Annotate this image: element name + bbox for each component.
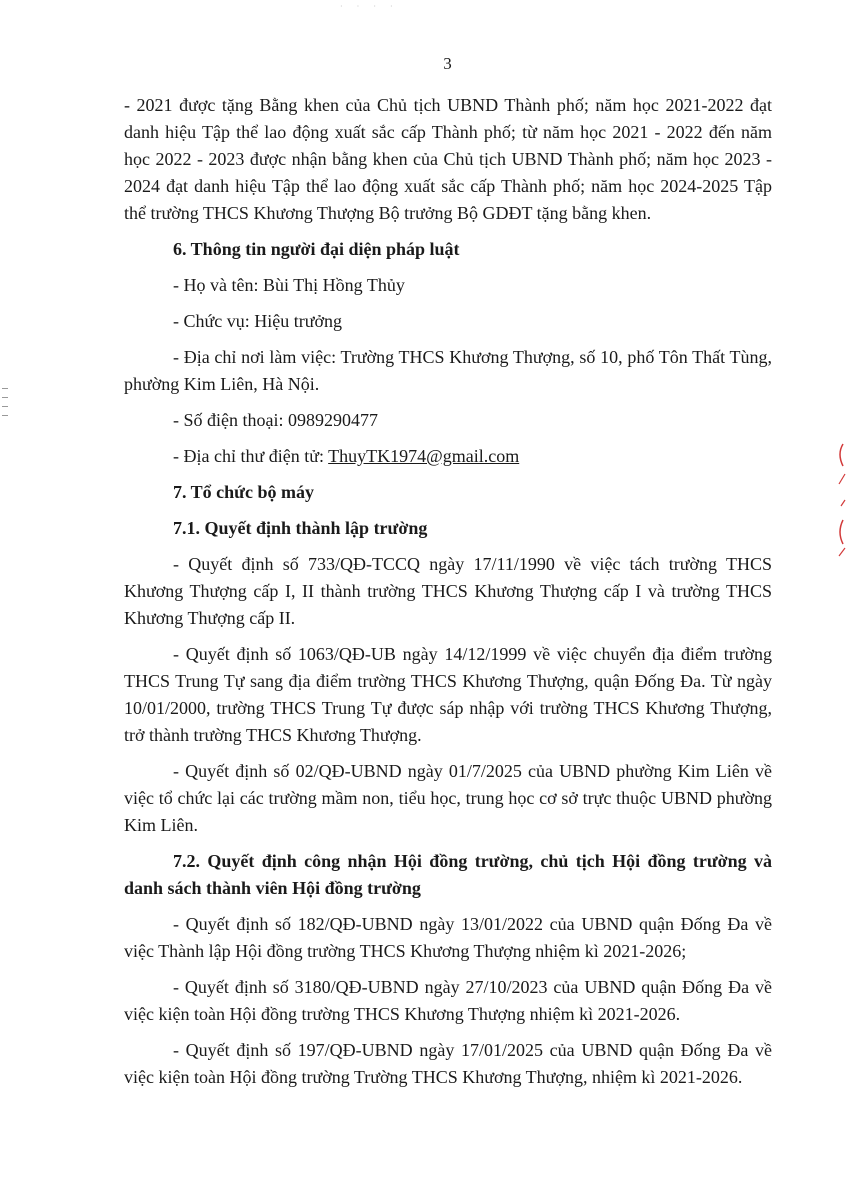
email-label: - Địa chỉ thư điện tử: bbox=[173, 446, 329, 466]
scan-artifact: · · · · bbox=[340, 2, 399, 11]
representative-email-line bbox=[124, 443, 772, 470]
heading-legal-representative: 6. Thông tin người đại diện pháp luật bbox=[173, 239, 460, 259]
page-number: 3 bbox=[443, 54, 452, 73]
document-body bbox=[124, 92, 772, 1100]
scan-margin-marks bbox=[2, 380, 10, 460]
email-link[interactable]: ThuyTK1974@gmail.com bbox=[328, 446, 520, 466]
decision-182: - Quyết định số 182/QĐ-UBND ngày 13/01/2022 của UBND quận Đống Đa về việc Thành lập Hội đồng trường THCS Khương Thượng nhiệm kì 2021-2026; bbox=[124, 914, 772, 961]
heading-organization: 7. Tổ chức bộ máy bbox=[173, 482, 314, 502]
representative-name: - Họ và tên: Bùi Thị Hồng Thủy bbox=[173, 275, 405, 295]
decision-3180: - Quyết định số 3180/QĐ-UBND ngày 27/10/2023 của UBND quận Đống Đa về việc kiện toàn Hội đồng trường THCS Khương Thượng nhiệm kì 2021-2026. bbox=[124, 977, 772, 1024]
representative-position: - Chức vụ: Hiệu trưởng bbox=[173, 311, 343, 331]
stamp-edge-decoration bbox=[833, 440, 847, 560]
heading-founding-decision: 7.1. Quyết định thành lập trường bbox=[173, 518, 428, 538]
decision-197: - Quyết định số 197/QĐ-UBND ngày 17/01/2025 của UBND quận Đống Đa về việc kiện toàn Hội đồng trường Trường THCS Khương Thượng, nhiệm kì 2021-2026. bbox=[124, 1040, 772, 1087]
decision-1063: - Quyết định số 1063/QĐ-UB ngày 14/12/1999 về việc chuyển địa điểm trường THCS Trung Tự sang địa điểm trường THCS Khương Thượng, quận Đống Đa. Từ ngày 10/01/2000, trường THCS Trung Tự được sáp nhập với trường THCS Khương Thượng, trở thành trường THCS Khương Thượng. bbox=[124, 644, 772, 745]
decision-733: - Quyết định số 733/QĐ-TCCQ ngày 17/11/1990 về việc tách trường THCS Khương Thượng cấp I, II thành trường THCS Khương Thượng cấp I và trường THCS Khương Thượng cấp II. bbox=[124, 554, 772, 628]
representative-phone: - Số điện thoại: 0989290477 bbox=[173, 410, 378, 430]
representative-address: - Địa chỉ nơi làm việc: Trường THCS Khương Thượng, số 10, phố Tôn Thất Tùng, phường Kim Liên, Hà Nội. bbox=[124, 347, 772, 394]
paragraph-awards: - 2021 được tặng Bằng khen của Chủ tịch UBND Thành phố; năm học 2021-2022 đạt danh hiệu Tập thể lao động xuất sắc cấp Thành phố; từ năm học 2021 - 2022 đến năm học 2022 - 2023 được nhận bằng khen của Chủ tịch UBND Thành phố; năm học 2023 - 2024 đạt danh hiệu Tập thể lao động xuất sắc cấp Thành phố; năm học 2024-2025 Tập thể trường THCS Khương Thượng Bộ trưởng Bộ GDĐT tặng bằng khen. bbox=[124, 95, 772, 223]
decision-02: - Quyết định số 02/QĐ-UBND ngày 01/7/2025 của UBND phường Kim Liên về việc tổ chức lại các trường mầm non, tiểu học, trung học cơ sở trực thuộc UBND phường Kim Liên. bbox=[124, 761, 772, 835]
heading-school-council: 7.2. Quyết định công nhận Hội đồng trường, chủ tịch Hội đồng trường và danh sách thành viên Hội đồng trường bbox=[124, 851, 772, 898]
